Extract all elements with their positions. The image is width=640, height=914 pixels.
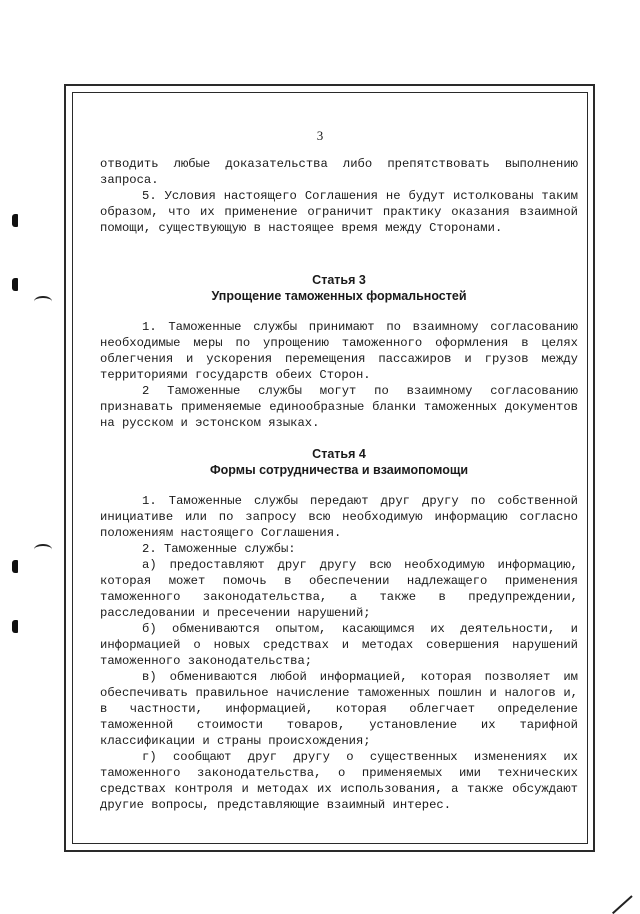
paragraph: 5. Условия настоящего Соглашения не будут истолкованы таким образом, что их применение ограничит практику оказания взаимной помощи, существующую в настоящее время между Сторонами. [100, 189, 578, 235]
binding-mark [12, 620, 18, 633]
paragraph: г) сообщают друг другу о существенных изменениях их таможенного законодательства, о применяемых ими технических средствах контроля и методах их использования, а также обсуждают другие вопросы, представляющие взаимный интерес. [100, 750, 578, 812]
binding-mark [12, 560, 18, 573]
paragraph: 1. Таможенные службы передают друг другу по собственной инициативе или по запросу всю необходимую информацию согласно положениям настоящего Соглашения. [100, 494, 578, 540]
paragraph: 2. Таможенные службы: [142, 542, 296, 556]
article-4-title: Формы сотрудничества и взаимопомощи [209, 463, 469, 477]
paragraph: отводить любые доказательства либо препятствовать выполнению запроса. [100, 157, 578, 187]
page-number: 3 [316, 128, 324, 143]
paragraph: 1. Таможенные службы принимают по взаимному согласованию необходимые меры по упрощению таможенного оформления в целях облегчения и ускорения перемещения пассажиров и грузов между территориями государств обеих Сторон. [100, 320, 578, 382]
article-4-number: Статья 4 [312, 447, 366, 461]
article-3-title: Упрощение таможенных формальностей [211, 289, 467, 303]
paragraph: в) обмениваются любой информацией, которая позволяет им обеспечивать правильное начисление таможенных пошлин и налогов и, в частности, информацией, которая облегчает определение таможенной стоимости товаров, установление их тарифной классификации и страны происхождения; [100, 670, 578, 748]
hole-punch-mark [34, 544, 52, 555]
paragraph: б) обмениваются опытом, касающимся их деятельности, и информацией о новых средствах и методах совершения нарушений таможенного законодательства; [100, 622, 578, 668]
document-body [100, 156, 578, 813]
paragraph: а) предоставляют друг другу всю необходимую информацию, которая может помочь в обеспечении надлежащего применения таможенного законодательства, а также в предупреждении, расследовании и пресечении нарушений; [100, 558, 578, 620]
binding-mark [12, 278, 18, 291]
article-3-number: Статья 3 [312, 273, 366, 287]
hole-punch-mark [34, 296, 52, 307]
binding-mark [12, 214, 18, 227]
paragraph: 2 Таможенные службы могут по взаимному согласованию признавать применяемые единообразные бланки таможенных документов на русском и эстонском языках. [100, 384, 578, 430]
